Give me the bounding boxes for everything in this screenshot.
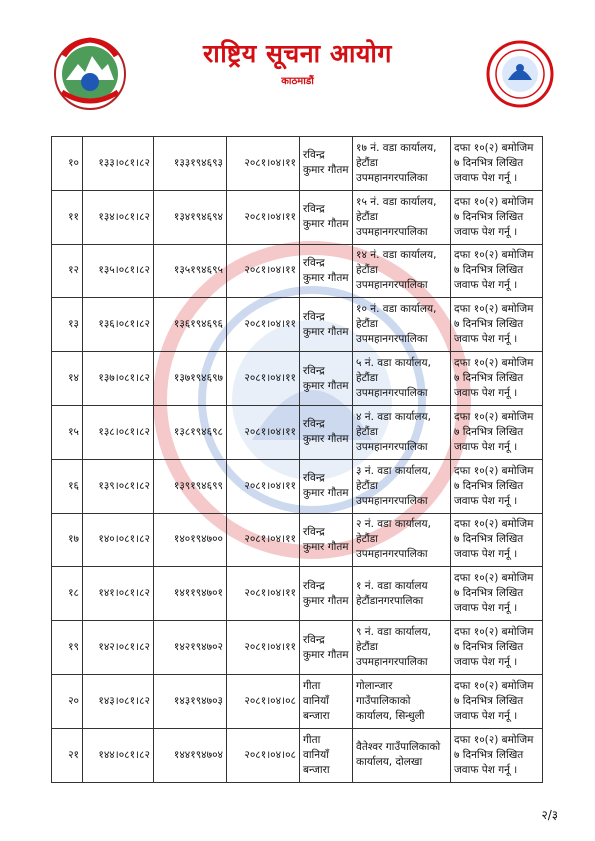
cell-office: गोलान्जार गाउँपालिकाको कार्यालय, सिन्धुली xyxy=(353,674,451,728)
cell-sn: १० xyxy=(52,137,83,191)
cell-date: २०८१।०४।११ xyxy=(227,459,300,513)
cell-name: रविन्द्र कुमार गौतम xyxy=(300,137,353,191)
cell-ref: १३६।०८१।८२ xyxy=(83,298,154,352)
cell-name: गीता वानियाँ बन्जारा xyxy=(300,728,353,782)
cell-office: २ नं. वडा कार्यालय, हेटौंडा उपमहानगरपालिका xyxy=(353,513,451,567)
cell-date: २०८१।०४।११ xyxy=(227,352,300,406)
cell-name: रविन्द्र कुमार गौतम xyxy=(300,567,353,621)
cell-date: २०८१।०४।११ xyxy=(227,513,300,567)
cell-name: रविन्द्र कुमार गौतम xyxy=(300,352,353,406)
cell-name: रविन्द्र कुमार गौतम xyxy=(300,513,353,567)
cell-sn: १३ xyxy=(52,298,83,352)
cell-ref: १४३।०८१।८२ xyxy=(83,674,154,728)
appeals-table xyxy=(51,136,543,783)
cell-reg: १३५१९४६९५ xyxy=(154,244,227,298)
cell-decision: दफा १०(२) बमोजिम ७ दिनभित्र लिखित जवाफ पेश गर्नू । xyxy=(451,513,543,567)
cell-reg: १३४१९४६९४ xyxy=(154,190,227,244)
cell-name: रविन्द्र कुमार गौतम xyxy=(300,405,353,459)
cell-sn: १४ xyxy=(52,352,83,406)
table-row xyxy=(52,513,543,567)
cell-office: ९ नं. वडा कार्यालय, हेटौंडा उपमहानगरपालिका xyxy=(353,621,451,675)
cell-decision: दफा १०(२) बमोजिम ७ दिनभित्र लिखित जवाफ पेश गर्नू । xyxy=(451,459,543,513)
cell-sn: १७ xyxy=(52,513,83,567)
cell-decision: दफा १०(२) बमोजिम ७ दिनभित्र लिखित जवाफ पेश गर्नू । xyxy=(451,405,543,459)
cell-office: १७ नं. वडा कार्यालय, हेटौंडा उपमहानगरपालिका xyxy=(353,137,451,191)
cell-reg: १४४१९४७०४ xyxy=(154,728,227,782)
cell-date: २०८१।०४।११ xyxy=(227,298,300,352)
cell-sn: १५ xyxy=(52,405,83,459)
cell-decision: दफा १०(२) बमोजिम ७ दिनभित्र लिखित जवाफ पेश गर्नू । xyxy=(451,352,543,406)
cell-ref: १४०।०८१।८२ xyxy=(83,513,154,567)
cell-decision: दफा १०(२) बमोजिम ७ दिनभित्र लिखित जवाफ पेश गर्नू । xyxy=(451,190,543,244)
cell-office: १५ नं. वडा कार्यालय, हेटौंडा उपमहानगरपालिका xyxy=(353,190,451,244)
cell-office: वैतेश्वर गाउँपालिकाको कार्यालय, दोलखा xyxy=(353,728,451,782)
cell-date: २०८१।०४।११ xyxy=(227,137,300,191)
table-row xyxy=(52,459,543,513)
letterhead xyxy=(0,0,595,125)
cell-ref: १३८।०८१।८२ xyxy=(83,405,154,459)
table-row xyxy=(52,137,543,191)
cell-reg: १३९१९४६९९ xyxy=(154,459,227,513)
table-row xyxy=(52,567,543,621)
cell-office: १० नं. वडा कार्यालय, हेटौंडा उपमहानगरपालिका xyxy=(353,298,451,352)
cell-date: २०८१।०४।०८ xyxy=(227,674,300,728)
cell-sn: २१ xyxy=(52,728,83,782)
cell-ref: १३७।०८१।८२ xyxy=(83,352,154,406)
cell-date: २०८१।०४।०८ xyxy=(227,728,300,782)
cell-office: ५ नं. वडा कार्यालय, हेटौंडा उपमहानगरपालिका xyxy=(353,352,451,406)
table-row xyxy=(52,674,543,728)
cell-office: १४ नं. वडा कार्यालय, हेटौंडा उपमहानगरपालिका xyxy=(353,244,451,298)
cell-ref: १३९।०८१।८२ xyxy=(83,459,154,513)
cell-date: २०८१।०४।११ xyxy=(227,567,300,621)
cell-reg: १३३१९४६९३ xyxy=(154,137,227,191)
cell-office: १ नं. वडा कार्यालय हेटौंडानगरपालिका xyxy=(353,567,451,621)
cell-sn: १९ xyxy=(52,621,83,675)
cell-decision: दफा १०(२) बमोजिम ७ दिनभित्र लिखित जवाफ पेश गर्नू । xyxy=(451,244,543,298)
cell-name: रविन्द्र कुमार गौतम xyxy=(300,459,353,513)
cell-decision: दफा १०(२) बमोजिम ७ दिनभित्र लिखित जवाफ पेश गर्नू । xyxy=(451,298,543,352)
cell-date: २०८१।०४।११ xyxy=(227,190,300,244)
table-row xyxy=(52,621,543,675)
cell-ref: १४४।०८१।८२ xyxy=(83,728,154,782)
cell-sn: २० xyxy=(52,674,83,728)
cell-reg: १३७१९४६९७ xyxy=(154,352,227,406)
cell-date: २०८१।०४।११ xyxy=(227,405,300,459)
table-row xyxy=(52,190,543,244)
cell-ref: १३४।०८१।८२ xyxy=(83,190,154,244)
cell-office: ३ नं. वडा कार्यालय, हेटौंडा उपमहानगरपालिका xyxy=(353,459,451,513)
cell-decision: दफा १०(२) बमोजिम ७ दिनभित्र लिखित जवाफ पेश गर्नू । xyxy=(451,137,543,191)
table-row xyxy=(52,405,543,459)
cell-date: २०८१।०४।११ xyxy=(227,621,300,675)
page-title: राष्ट्रिय सूचना आयोग xyxy=(203,39,392,68)
cell-ref: १३३।०८१।८२ xyxy=(83,137,154,191)
cell-name: रविन्द्र कुमार गौतम xyxy=(300,190,353,244)
cell-reg: १३६१९४६९६ xyxy=(154,298,227,352)
table-row xyxy=(52,298,543,352)
page-subtitle: काठमाडौं xyxy=(281,76,314,87)
cell-ref: १४१।०८१।८२ xyxy=(83,567,154,621)
cell-decision: दफा १०(२) बमोजिम ७ दिनभित्र लिखित जवाफ पेश गर्नू । xyxy=(451,728,543,782)
cell-name: गीता वानियाँ बन्जारा xyxy=(300,674,353,728)
cell-name: रविन्द्र कुमार गौतम xyxy=(300,298,353,352)
page-number: २/३ xyxy=(541,808,558,822)
cell-office: ४ नं. वडा कार्यालय, हेटौंडा उपमहानगरपालिका xyxy=(353,405,451,459)
cell-sn: १२ xyxy=(52,244,83,298)
table-row xyxy=(52,352,543,406)
cell-reg: १४०१९४७०० xyxy=(154,513,227,567)
cell-reg: १३८१९४६९८ xyxy=(154,405,227,459)
table-row xyxy=(52,728,543,782)
cell-name: रविन्द्र कुमार गौतम xyxy=(300,621,353,675)
cell-decision: दफा १०(२) बमोजिम ७ दिनभित्र लिखित जवाफ पेश गर्नू । xyxy=(451,674,543,728)
cell-reg: १४२१९४७०२ xyxy=(154,621,227,675)
cell-reg: १४११९४७०१ xyxy=(154,567,227,621)
cell-ref: १३५।०८१।८२ xyxy=(83,244,154,298)
cell-sn: १८ xyxy=(52,567,83,621)
cell-name: रविन्द्र कुमार गौतम xyxy=(300,244,353,298)
cell-sn: ११ xyxy=(52,190,83,244)
cell-decision: दफा १०(२) बमोजिम ७ दिनभित्र लिखित जवाफ पेश गर्नू । xyxy=(451,567,543,621)
cell-sn: १६ xyxy=(52,459,83,513)
table-row xyxy=(52,244,543,298)
commission-seal-icon xyxy=(486,40,554,108)
cell-decision: दफा १०(२) बमोजिम ७ दिनभित्र लिखित जवाफ पेश गर्नू । xyxy=(451,621,543,675)
cell-ref: १४२।०८१।८२ xyxy=(83,621,154,675)
cell-date: २०८१।०४।११ xyxy=(227,244,300,298)
cell-reg: १४३१९४७०३ xyxy=(154,674,227,728)
